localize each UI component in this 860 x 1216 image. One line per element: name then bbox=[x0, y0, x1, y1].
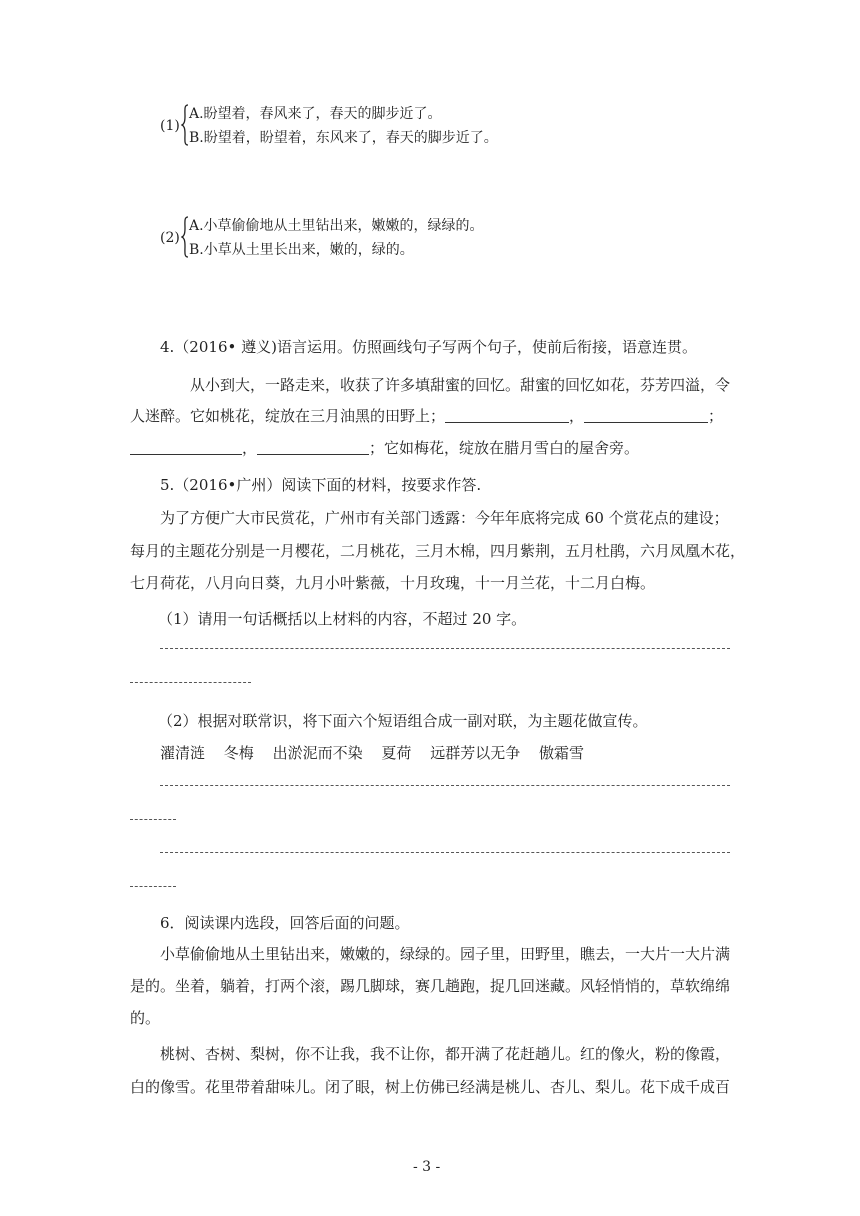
question-4-passage-line bbox=[130, 438, 639, 458]
answer-line[interactable] bbox=[160, 785, 730, 786]
answer-line[interactable] bbox=[160, 852, 730, 853]
phrase-item: 冬梅 bbox=[223, 744, 254, 762]
option-b: B.小草从土里长出来，嫩的，绿的。 bbox=[189, 242, 414, 258]
phrase-item: 远群芳以无争 bbox=[430, 744, 521, 762]
question-4-heading: 4.（2016• 遵义)语言运用。仿照画线句子写两个句子，使前后衔接，语意连贯。 bbox=[160, 338, 697, 356]
question-5-heading: 5.（2016•广州）阅读下面的材料，按要求作答. bbox=[160, 476, 482, 494]
answer-blank[interactable] bbox=[445, 408, 569, 423]
answer-blank[interactable] bbox=[257, 440, 369, 455]
question-5-sub-2: （2）根据对联常识，将下面六个短语组合成一副对联，为主题花做宣传。 bbox=[158, 712, 648, 730]
question-5-sub-1: （1）请用一句话概括以上材料的内容，不超过 20 字。 bbox=[158, 610, 527, 628]
page-number: - 3 - bbox=[413, 1159, 441, 1175]
question-6-passage-line: 白的像雪。花里带着甜味儿。闭了眼，树上仿佛已经满是桃儿、杏儿、梨儿。花下成千成百 bbox=[130, 1078, 731, 1096]
option-b: B.盼望着，盼望着，东风来了，春天的脚步近了。 bbox=[189, 130, 498, 146]
question-6-passage-line: 桃树、杏树、梨树，你不让我，我不让你，都开满了花赶趟儿。红的像火，粉的像霞， bbox=[160, 1045, 731, 1063]
phrase-item: 濯清涟 bbox=[160, 744, 206, 762]
question-5-material-line: 为了方便广大市民赏花，广州市有关部门透露：今年年底将完成 60 个赏花点的建设； bbox=[160, 509, 729, 527]
answer-line[interactable] bbox=[130, 819, 176, 820]
question-5-material-line: 每月的主题花分别是一月樱花，二月桃花，三月木棉，四月紫荆，五月杜鹃，六月凤凰木花， bbox=[130, 542, 746, 560]
curly-brace-icon bbox=[181, 104, 189, 146]
phrase-item: 傲霜雪 bbox=[538, 744, 584, 762]
phrase-item: 出淤泥而不染 bbox=[272, 744, 363, 762]
answer-blank[interactable] bbox=[584, 408, 708, 423]
question-6-passage-line: 小草偷偷地从土里钻出来，嫩嫩的，绿绿的。园子里，田野里，瞧去，一大片一大片满 bbox=[160, 945, 731, 963]
answer-blank[interactable] bbox=[130, 440, 242, 455]
passage-text: ；它如梅花，绽放在腊月雪白的屋舍旁。 bbox=[369, 439, 640, 457]
question-5-material-line: 七月荷花，八月向日葵，九月小叶紫薇，十月玫瑰，十一月兰花，十二月白梅。 bbox=[130, 574, 656, 592]
option-a: A.小草偷偷地从土里钻出来，嫩嫩的，绿绿的。 bbox=[189, 218, 484, 234]
answer-line[interactable] bbox=[130, 682, 251, 683]
comma-text: ， bbox=[242, 439, 258, 457]
question-6-passage-line: 的。 bbox=[130, 1009, 161, 1027]
question-4-passage-line: 从小到大，一路走来，收获了许多填甜蜜的回忆。甜蜜的回忆如花，芬芳四溢，令 bbox=[190, 376, 731, 394]
semicolon-text: ； bbox=[708, 407, 724, 425]
question-6-heading: 6．阅读课内选段，回答后面的问题。 bbox=[160, 914, 410, 932]
curly-brace-icon bbox=[181, 216, 189, 258]
comma-text: ， bbox=[569, 407, 585, 425]
question-4-passage-line bbox=[130, 406, 723, 426]
option-a: A.盼望着，春风来了，春天的脚步近了。 bbox=[189, 106, 442, 122]
answer-line[interactable] bbox=[160, 648, 730, 649]
question-6-passage-line: 是的。坐着，躺着，打两个滚，踢几脚球，赛几趟跑，捉几回迷藏。风轻悄悄的，草软绵绵 bbox=[130, 977, 731, 995]
phrase-item: 夏荷 bbox=[381, 744, 412, 762]
option-pair-number: (1) bbox=[160, 118, 180, 134]
phrase-list bbox=[160, 743, 584, 763]
passage-text: 人迷醉。它如桃花，绽放在三月油黑的田野上； bbox=[130, 407, 446, 425]
option-pair-number: (2) bbox=[160, 230, 180, 246]
answer-line[interactable] bbox=[130, 886, 176, 887]
